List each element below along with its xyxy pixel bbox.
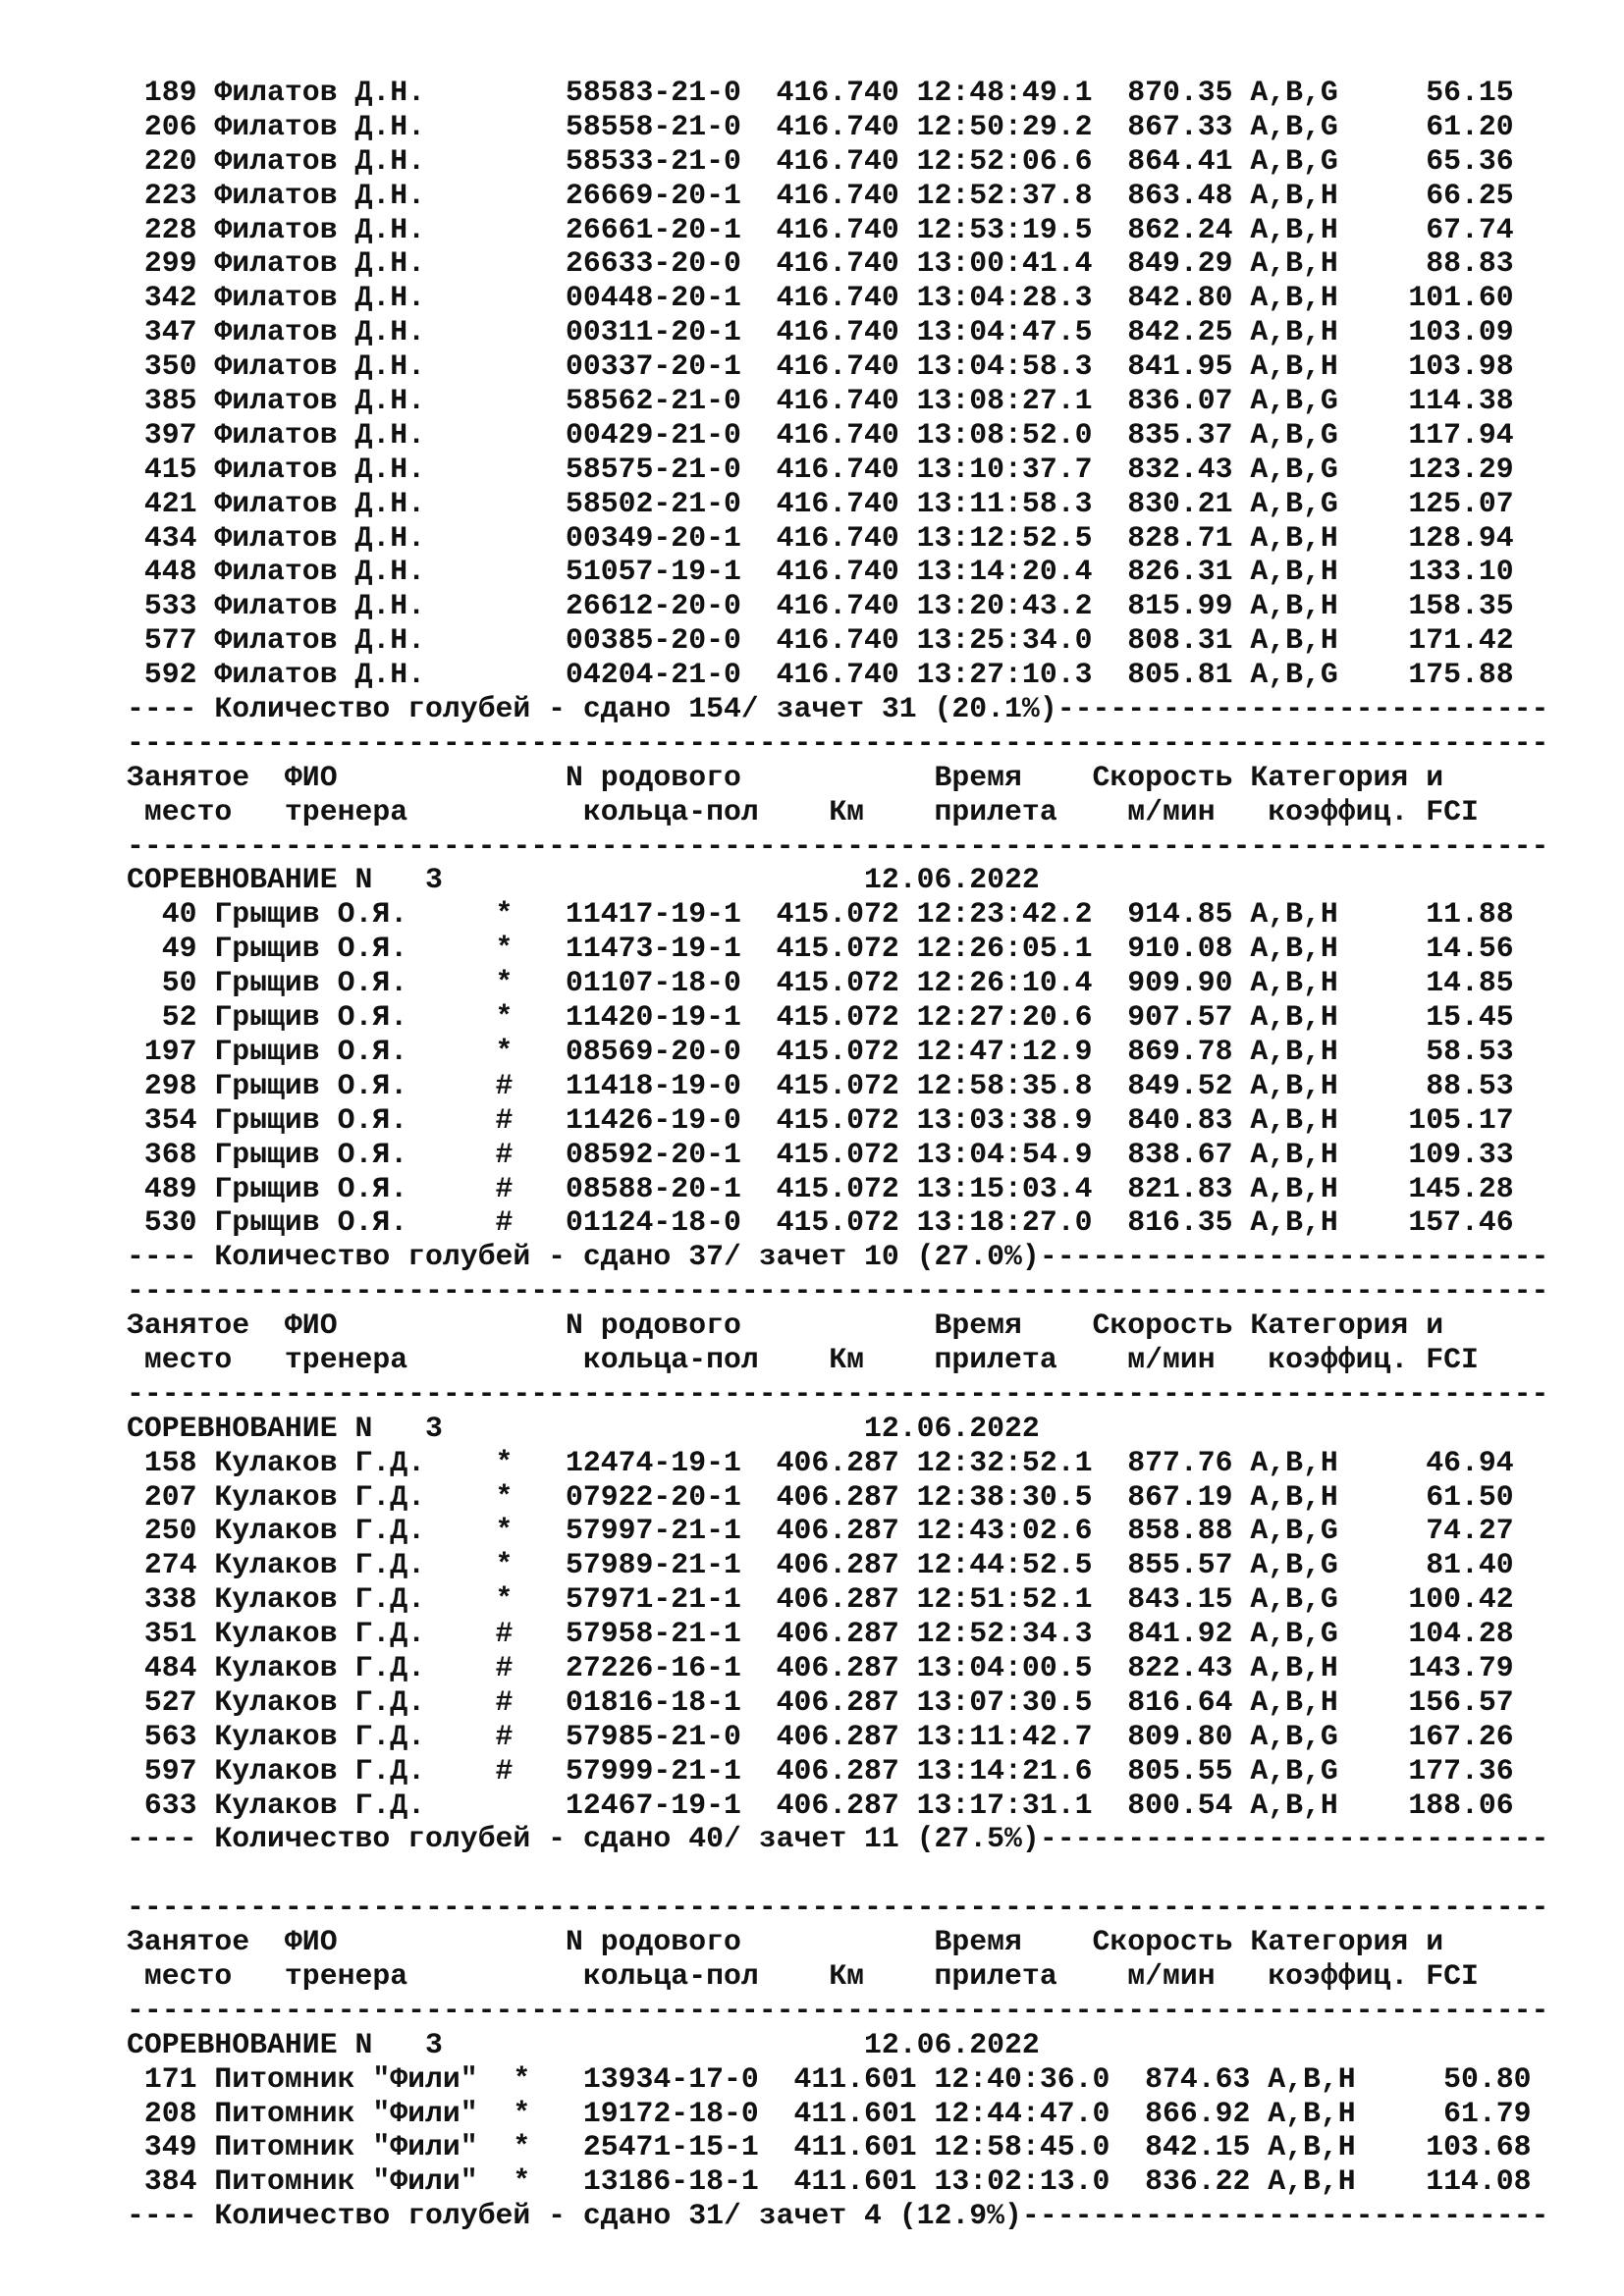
- result-row: 208 Питомник "Фили" * 19172-18-0 411.601 12:44:47.0 866.92 A,B,H 61.79: [127, 2096, 1532, 2130]
- table-rule: ---------------------------------------------------------------------------------: [127, 725, 1549, 760]
- result-row: 448 Филатов Д.Н. 51057-19-1 416.740 13:14:20.4 826.31 A,B,H 133.10: [127, 555, 1514, 589]
- result-row: 592 Филатов Д.Н. 04204-21-0 416.740 13:27:10.3 805.81 A,B,G 175.88: [127, 658, 1514, 692]
- competition-line: СОРЕВНОВАНИЕ N 3 12.06.2022: [127, 863, 1040, 897]
- table-rule: ---------------------------------------------------------------------------------: [127, 828, 1549, 863]
- section-summary: ---- Количество голубей - сдано 31/ зачет 4 (12.9%)------------------------------: [127, 2199, 1549, 2233]
- result-row: 298 Грыщив О.Я. # 11418-19-0 415.072 12:58:35.8 849.52 A,B,H 88.53: [127, 1068, 1514, 1102]
- result-row: 274 Кулаков Г.Д. * 57989-21-1 406.287 12:44:52.5 855.57 A,B,G 81.40: [127, 1548, 1514, 1582]
- column-header-row-2: место тренера кольца-пол Км прилета м/мин коэффиц. FCI: [127, 1342, 1479, 1376]
- result-row: 563 Кулаков Г.Д. # 57985-21-0 406.287 13:11:42.7 809.80 A,B,G 167.26: [127, 1719, 1514, 1753]
- result-row: 342 Филатов Д.Н. 00448-20-1 416.740 13:04:28.3 842.80 A,B,H 101.60: [127, 281, 1514, 315]
- result-row: 49 Грыщив О.Я. * 11473-19-1 415.072 12:26:05.1 910.08 A,B,H 14.56: [127, 932, 1514, 966]
- table-rule: ---------------------------------------------------------------------------------: [127, 1891, 1549, 1925]
- results-document: [127, 76, 1548, 2233]
- section-summary: ---- Количество голубей - сдано 40/ зачет 11 (27.5%)-----------------------------: [127, 1822, 1549, 1856]
- competition-line: СОРЕВНОВАНИЕ N 3 12.06.2022: [127, 2027, 1040, 2061]
- result-row: 40 Грыщив О.Я. * 11417-19-1 415.072 12:23:42.2 914.85 A,B,H 11.88: [127, 897, 1514, 932]
- result-row: 577 Филатов Д.Н. 00385-20-0 416.740 13:25:34.0 808.31 A,B,H 171.42: [127, 623, 1514, 658]
- blank-line: [127, 1856, 1548, 1891]
- result-row: 223 Филатов Д.Н. 26669-20-1 416.740 12:52:37.8 863.48 A,B,H 66.25: [127, 178, 1514, 212]
- result-row: 52 Грыщив О.Я. * 11420-19-1 415.072 12:27:20.6 907.57 A,B,H 15.45: [127, 1000, 1514, 1035]
- result-row: 484 Кулаков Г.Д. # 27226-16-1 406.287 13:04:00.5 822.43 A,B,H 143.79: [127, 1650, 1514, 1684]
- result-row: 385 Филатов Д.Н. 58562-21-0 416.740 13:08:27.1 836.07 A,B,G 114.38: [127, 384, 1514, 418]
- column-header-row-2: место тренера кольца-пол Км прилета м/мин коэффиц. FCI: [127, 794, 1479, 828]
- column-header-row-1: Занятое ФИО N родового Время Скорость Категория и: [127, 1308, 1444, 1343]
- result-row: 250 Кулаков Г.Д. * 57997-21-1 406.287 12:43:02.6 858.88 A,B,G 74.27: [127, 1514, 1514, 1548]
- result-row: 299 Филатов Д.Н. 26633-20-0 416.740 13:00:41.4 849.29 A,B,H 88.83: [127, 246, 1514, 281]
- result-row: 207 Кулаков Г.Д. * 07922-20-1 406.287 12:38:30.5 867.19 A,B,H 61.50: [127, 1479, 1514, 1514]
- result-row: 50 Грыщив О.Я. * 01107-18-0 415.072 12:26:10.4 909.90 A,B,H 14.85: [127, 966, 1514, 1000]
- result-row: 533 Филатов Д.Н. 26612-20-0 416.740 13:20:43.2 815.99 A,B,H 158.35: [127, 589, 1514, 623]
- result-row: 434 Филатов Д.Н. 00349-20-1 416.740 13:12:52.5 828.71 A,B,H 128.94: [127, 520, 1514, 555]
- result-row: 397 Филатов Д.Н. 00429-21-0 416.740 13:08:52.0 835.37 A,B,G 117.94: [127, 417, 1514, 452]
- result-row: 228 Филатов Д.Н. 26661-20-1 416.740 12:53:19.5 862.24 A,B,H 67.74: [127, 212, 1514, 246]
- table-rule: ---------------------------------------------------------------------------------: [127, 1274, 1549, 1308]
- result-row: 350 Филатов Д.Н. 00337-20-1 416.740 13:04:58.3 841.95 A,B,H 103.98: [127, 349, 1514, 384]
- result-row: 349 Питомник "Фили" * 25471-15-1 411.601 12:58:45.0 842.15 A,B,H 103.68: [127, 2130, 1532, 2164]
- result-row: 384 Питомник "Фили" * 13186-18-1 411.601 13:02:13.0 836.22 A,B,H 114.08: [127, 2164, 1532, 2199]
- section-summary: ---- Количество голубей - сдано 37/ зачет 10 (27.0%)-----------------------------: [127, 1240, 1549, 1274]
- result-row: 189 Филатов Д.Н. 58583-21-0 416.740 12:48:49.1 870.35 A,B,G 56.15: [127, 76, 1514, 109]
- result-row: 338 Кулаков Г.Д. * 57971-21-1 406.287 12:51:52.1 843.15 A,B,G 100.42: [127, 1582, 1514, 1617]
- result-row: 489 Грыщив О.Я. # 08588-20-1 415.072 13:15:03.4 821.83 A,B,H 145.28: [127, 1171, 1514, 1205]
- result-row: 421 Филатов Д.Н. 58502-21-0 416.740 13:11:58.3 830.21 A,B,G 125.07: [127, 486, 1514, 520]
- section-summary: ---- Количество голубей - сдано 154/ зачет 31 (20.1%)----------------------------: [127, 692, 1549, 726]
- result-row: 158 Кулаков Г.Д. * 12474-19-1 406.287 12:32:52.1 877.76 A,B,H 46.94: [127, 1445, 1514, 1479]
- column-header-row-1: Занятое ФИО N родового Время Скорость Категория и: [127, 1925, 1444, 1959]
- competition-line: СОРЕВНОВАНИЕ N 3 12.06.2022: [127, 1411, 1040, 1445]
- result-row: 527 Кулаков Г.Д. # 01816-18-1 406.287 13:07:30.5 816.64 A,B,H 156.57: [127, 1684, 1514, 1719]
- result-row: 351 Кулаков Г.Д. # 57958-21-1 406.287 12:52:34.3 841.92 A,B,G 104.28: [127, 1617, 1514, 1651]
- result-row: 197 Грыщив О.Я. * 08569-20-0 415.072 12:47:12.9 869.78 A,B,H 58.53: [127, 1034, 1514, 1068]
- result-row: 220 Филатов Д.Н. 58533-21-0 416.740 12:52:06.6 864.41 A,B,G 65.36: [127, 143, 1514, 178]
- result-row: 633 Кулаков Г.Д. 12467-19-1 406.287 13:17:31.1 800.54 A,B,H 188.06: [127, 1788, 1514, 1822]
- table-rule: ---------------------------------------------------------------------------------: [127, 1376, 1549, 1411]
- column-header-row-2: место тренера кольца-пол Км прилета м/мин коэффиц. FCI: [127, 1958, 1479, 1993]
- column-header-row-1: Занятое ФИО N родового Время Скорость Категория и: [127, 760, 1444, 794]
- result-row: 206 Филатов Д.Н. 58558-21-0 416.740 12:50:29.2 867.33 A,B,G 61.20: [127, 109, 1514, 143]
- result-row: 597 Кулаков Г.Д. # 57999-21-1 406.287 13:14:21.6 805.55 A,B,G 177.36: [127, 1753, 1514, 1788]
- table-rule: ---------------------------------------------------------------------------------: [127, 1993, 1549, 2027]
- result-row: 347 Филатов Д.Н. 00311-20-1 416.740 13:04:47.5 842.25 A,B,H 103.09: [127, 315, 1514, 349]
- result-row: 171 Питомник "Фили" * 13934-17-0 411.601 12:40:36.0 874.63 A,B,H 50.80: [127, 2061, 1532, 2096]
- result-row: 530 Грыщив О.Я. # 01124-18-0 415.072 13:18:27.0 816.35 A,B,H 157.46: [127, 1205, 1514, 1240]
- result-row: 368 Грыщив О.Я. # 08592-20-1 415.072 13:04:54.9 838.67 A,B,H 109.33: [127, 1137, 1514, 1171]
- result-row: 354 Грыщив О.Я. # 11426-19-0 415.072 13:03:38.9 840.83 A,B,H 105.17: [127, 1102, 1514, 1137]
- result-row: 415 Филатов Д.Н. 58575-21-0 416.740 13:10:37.7 832.43 A,B,G 123.29: [127, 452, 1514, 486]
